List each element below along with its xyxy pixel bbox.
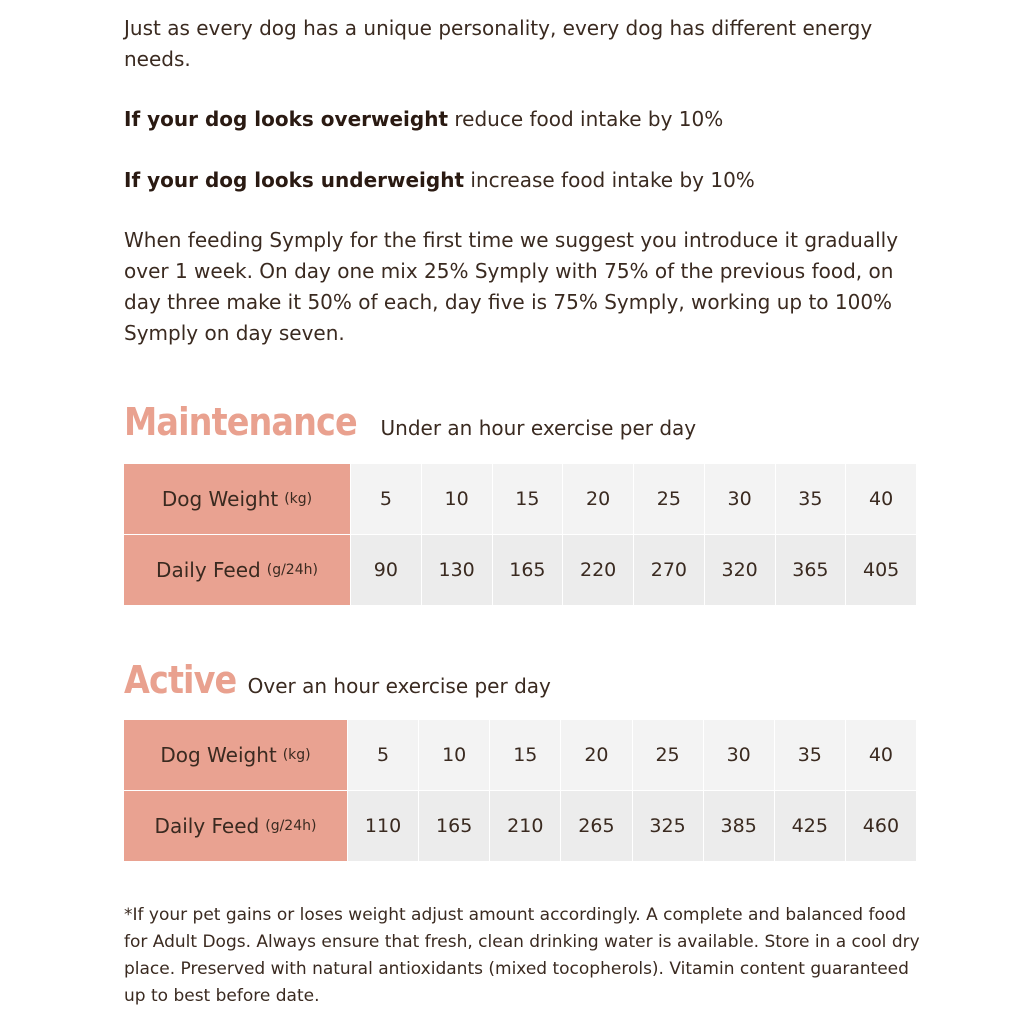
maintenance-weight-cell: 10: [421, 464, 492, 534]
underweight-advice: [124, 165, 755, 196]
active-feed-cell: 110: [347, 791, 418, 861]
active-weight-label: Dog Weight: [160, 743, 277, 767]
maintenance-weight-row: [124, 464, 916, 534]
maintenance-feed-cell: 220: [562, 535, 633, 605]
active-weight-cell: 25: [632, 720, 703, 790]
maintenance-feed-label-cell: [124, 535, 350, 605]
active-weight-cell: 40: [845, 720, 916, 790]
maintenance-weight-cell: 5: [350, 464, 421, 534]
maintenance-weight-cell: 25: [633, 464, 704, 534]
underweight-advice-rest: increase food intake by 10%: [464, 168, 755, 192]
maintenance-subtitle: Under an hour exercise per day: [380, 416, 697, 440]
maintenance-weight-cell: 40: [845, 464, 916, 534]
maintenance-title: Maintenance: [124, 400, 357, 444]
maintenance-weight-cell: 15: [492, 464, 563, 534]
active-feed-cell: 325: [632, 791, 703, 861]
maintenance-table: [124, 464, 916, 605]
active-weight-cell: 10: [418, 720, 489, 790]
active-feed-cell: 265: [560, 791, 631, 861]
active-weight-cell: 30: [703, 720, 774, 790]
maintenance-feed-cell: 270: [633, 535, 704, 605]
maintenance-feed-cell: 320: [704, 535, 775, 605]
maintenance-weight-label: Dog Weight: [161, 487, 279, 511]
maintenance-feed-cell: 90: [350, 535, 421, 605]
active-feed-row: [124, 791, 916, 861]
active-title: Active: [124, 658, 237, 702]
active-weight-cell: 5: [347, 720, 418, 790]
maintenance-feed-label: Daily Feed: [156, 558, 261, 582]
active-weight-label-cell: [124, 720, 347, 790]
footnote: *If your pet gains or loses weight adjust amount accordingly. A complete and balanced food for Adult Dogs. Always ensure that fresh, clean drinking water is available. Store in a cool dry place. Preserved with natural antioxidants (mixed tocopherols). Vitamin content guaranteed up to best before date.: [124, 905, 920, 1006]
active-weight-cell: 20: [560, 720, 631, 790]
active-feed-cell: 425: [774, 791, 845, 861]
active-feed-cell: 210: [489, 791, 560, 861]
maintenance-feed-row: [124, 535, 916, 605]
maintenance-feed-cell: 165: [492, 535, 563, 605]
maintenance-weight-cell: 20: [562, 464, 633, 534]
active-feed-label: Daily Feed: [154, 814, 260, 838]
maintenance-weight-cell: 30: [704, 464, 775, 534]
maintenance-feed-unit: (g/24h): [266, 562, 318, 578]
maintenance-feed-cell: 365: [775, 535, 846, 605]
maintenance-weight-cell: 35: [775, 464, 846, 534]
maintenance-weight-label-cell: [124, 464, 350, 534]
active-table: [124, 720, 916, 861]
intro-paragraph: Just as every dog has a unique personality, every dog has different energy needs.: [124, 16, 873, 71]
active-feed-label-cell: [124, 791, 347, 861]
maintenance-weight-unit: (kg): [284, 491, 313, 507]
active-subtitle: Over an hour exercise per day: [247, 674, 551, 698]
active-heading: [124, 658, 551, 702]
active-weight-unit: (kg): [282, 747, 311, 763]
active-feed-cell: 385: [703, 791, 774, 861]
maintenance-heading: [124, 400, 696, 444]
underweight-advice-bold: If your dog looks underweight: [124, 168, 465, 192]
active-feed-unit: (g/24h): [265, 818, 317, 834]
active-feed-cell: 460: [845, 791, 916, 861]
maintenance-feed-cell: 130: [421, 535, 492, 605]
active-weight-cell: 15: [489, 720, 560, 790]
overweight-advice-rest: reduce food intake by 10%: [448, 107, 724, 131]
active-feed-cell: 165: [418, 791, 489, 861]
active-weight-row: [124, 720, 916, 790]
overweight-advice-bold: If your dog looks overweight: [124, 107, 449, 131]
transition-paragraph: When feeding Symply for the first time we suggest you introduce it gradually over 1 week. On day one mix 25% Symply with 75% of the previous food, on day three make it 50% of each, day five is 75% Symply, working up to 100% Symply on day seven.: [124, 228, 899, 345]
active-weight-cell: 35: [774, 720, 845, 790]
overweight-advice: [124, 104, 723, 135]
maintenance-feed-cell: 405: [845, 535, 916, 605]
